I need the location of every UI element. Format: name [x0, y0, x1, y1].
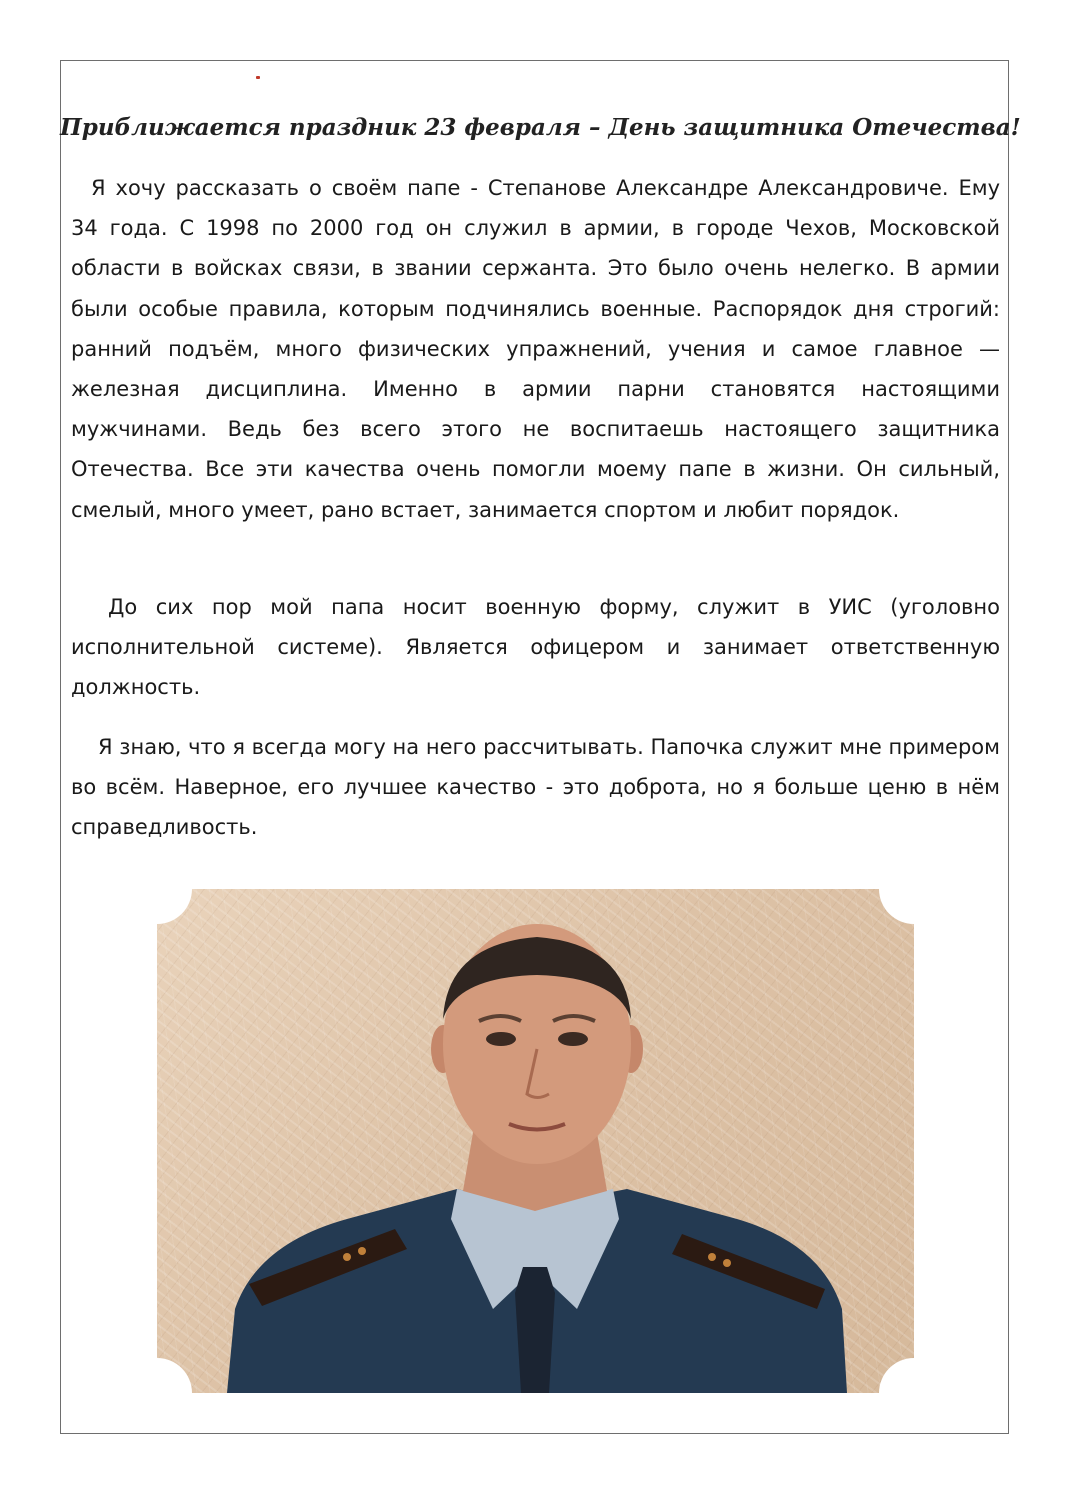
portrait-figure	[157, 889, 914, 1393]
portrait-photo	[157, 889, 914, 1393]
scan-speck	[256, 76, 260, 79]
page-title: Приближается праздник 23 февраля – День защитника Отечества!	[60, 114, 1021, 141]
paragraph-1: Я хочу рассказать о своём папе - Степанове Александре Александровиче. Ему 34 года. С 1998 по 2000 год он служил в армии, в городе Чехов, Московской области в войсках связи, в звании сержанта. Это было очень нелегко. В армии были особые правила, которым подчинялись военные. Распорядок дня строгий: ранний подъём, много физических упражнений, учения и самое главное — железная дисциплина. Именно в армии парни становятся настоящими мужчинами. Ведь без всего этого не воспитаешь настоящего защитника Отечества. Все эти качества очень помогли моему папе в жизни. Он сильный, смелый, много умеет, рано встает, занимается спортом и любит порядок.	[71, 176, 1000, 522]
paragraph-3: Я знаю, что я всегда могу на него рассчитывать. Папочка служит мне примером во всём. Наверное, его лучшее качество - это доброта, но я больше ценю в нём справедливость.	[71, 735, 1000, 840]
paragraph-2: До сих пор мой папа носит военную форму, служит в УИС (уголовно исполнительной системе). Является офицером и занимает ответственную должность.	[71, 595, 1000, 700]
